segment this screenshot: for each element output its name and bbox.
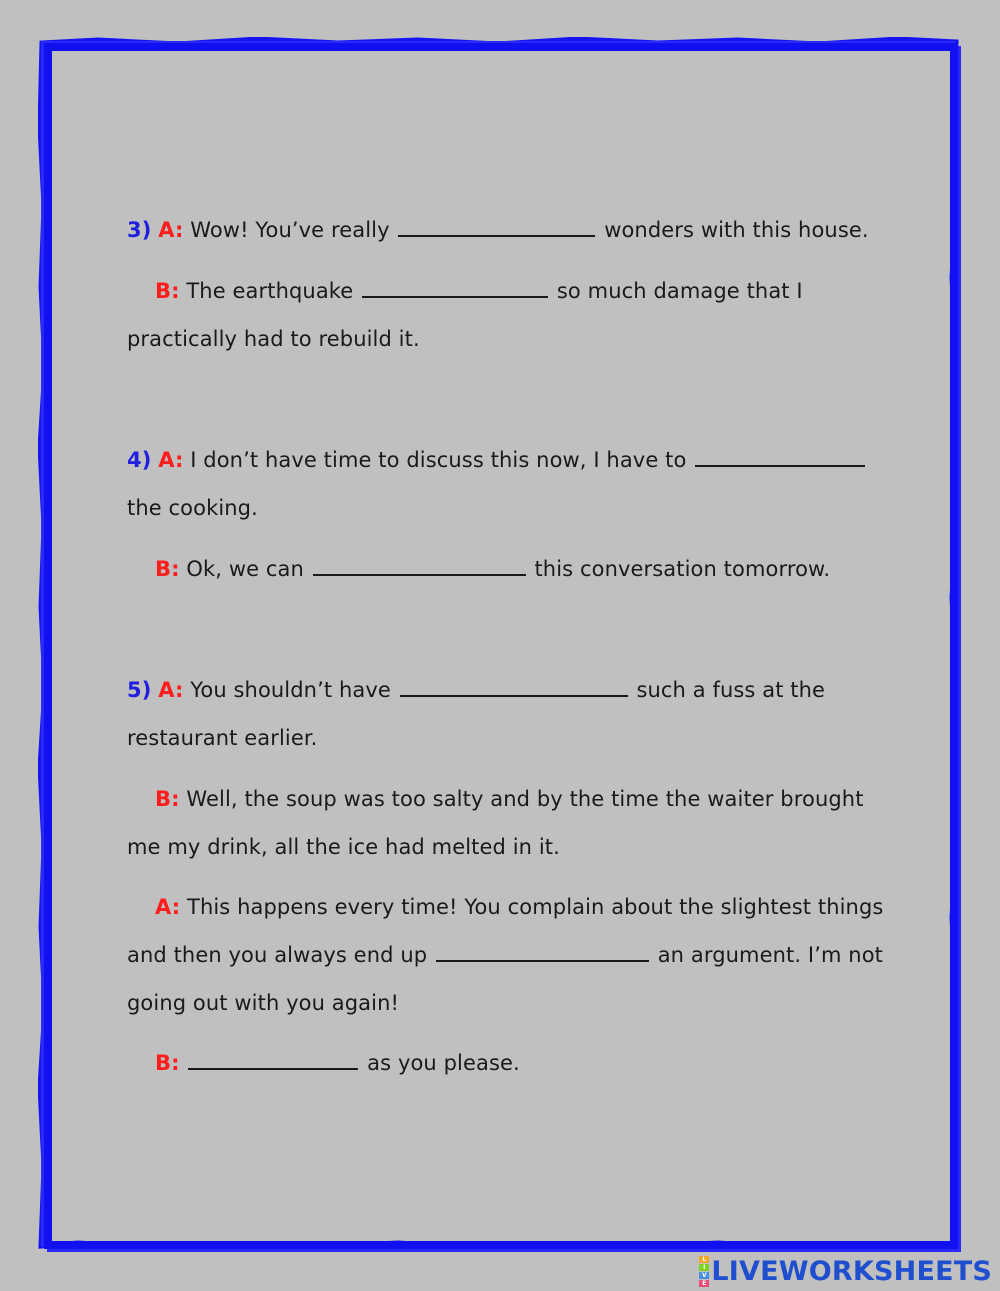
speaker-label: B:: [155, 787, 180, 811]
ex5-line-c: [155, 784, 864, 814]
answer-blank[interactable]: [362, 278, 548, 298]
dialogue-text: this conversation tomorrow.: [527, 557, 831, 581]
ex3-line-a: [127, 215, 869, 245]
exercise-number: 3): [127, 218, 152, 242]
exercise-number: 4): [127, 448, 152, 472]
ex5-line-g: [127, 988, 399, 1018]
answer-blank[interactable]: [188, 1050, 358, 1070]
dialogue-text: wonders with this house.: [597, 218, 869, 242]
logo-text: LIVEWORKSHEETS: [711, 1256, 992, 1287]
answer-blank[interactable]: [400, 677, 628, 697]
dialogue-text: You shouldn’t have: [183, 678, 398, 702]
speaker-label: A:: [158, 448, 184, 472]
dialogue-text: I don’t have time to discuss this now, I have to: [183, 448, 694, 472]
dialogue-text: This happens every time! You complain about the slightest things: [180, 895, 884, 919]
answer-blank[interactable]: [436, 942, 649, 962]
dialogue-text: going out with you again!: [127, 991, 400, 1015]
ex5-line-b: [127, 723, 317, 753]
speaker-label: A:: [158, 218, 184, 242]
ex5-line-e: [155, 892, 883, 922]
dialogue-text: Wow! You’ve really: [183, 218, 397, 242]
speaker-label: A:: [158, 678, 184, 702]
ex4-line-c: [155, 554, 830, 584]
logo-letter: I: [699, 1264, 709, 1271]
ex3-line-c: [127, 324, 420, 354]
liveworksheets-logo[interactable]: [699, 1256, 992, 1287]
dialogue-text: such a fuss at the: [629, 678, 826, 702]
dialogue-text: Well, the soup was too salty and by the time the waiter brought: [179, 787, 864, 811]
dialogue-text: so much damage that I: [550, 279, 803, 303]
answer-blank[interactable]: [695, 447, 865, 467]
speaker-label: B:: [155, 557, 180, 581]
dialogue-text: me my drink, all the ice had melted in it.: [127, 835, 560, 859]
speaker-label: B:: [155, 1051, 180, 1075]
logo-letter: V: [699, 1272, 709, 1279]
dialogue-text: an argument. I’m not: [650, 943, 884, 967]
dialogue-text: Ok, we can: [179, 557, 311, 581]
ex5-line-f: [127, 940, 883, 970]
speaker-label: B:: [155, 279, 180, 303]
ex5-line-h: [155, 1048, 520, 1078]
dialogue-text: [180, 1051, 187, 1075]
dialogue-text: restaurant earlier.: [127, 726, 318, 750]
logo-letter: E: [699, 1280, 709, 1287]
ex4-line-b: [127, 493, 258, 523]
dialogue-text: The earthquake: [179, 279, 361, 303]
answer-blank[interactable]: [398, 217, 595, 237]
dialogue-text: and then you always end up: [127, 943, 434, 967]
ex5-line-a: [127, 675, 825, 705]
dialogue-text: the cooking.: [127, 496, 258, 520]
exercise-number: 5): [127, 678, 152, 702]
ex4-line-a: [127, 445, 867, 475]
logo-mark-icon: [699, 1256, 709, 1287]
ex5-line-d: [127, 832, 560, 862]
dialogue-text: practically had to rebuild it.: [127, 327, 420, 351]
answer-blank[interactable]: [313, 556, 526, 576]
ex3-line-b: [155, 276, 803, 306]
speaker-label: A:: [155, 895, 181, 919]
dialogue-text: as you please.: [360, 1051, 520, 1075]
logo-letter: L: [699, 1256, 709, 1263]
